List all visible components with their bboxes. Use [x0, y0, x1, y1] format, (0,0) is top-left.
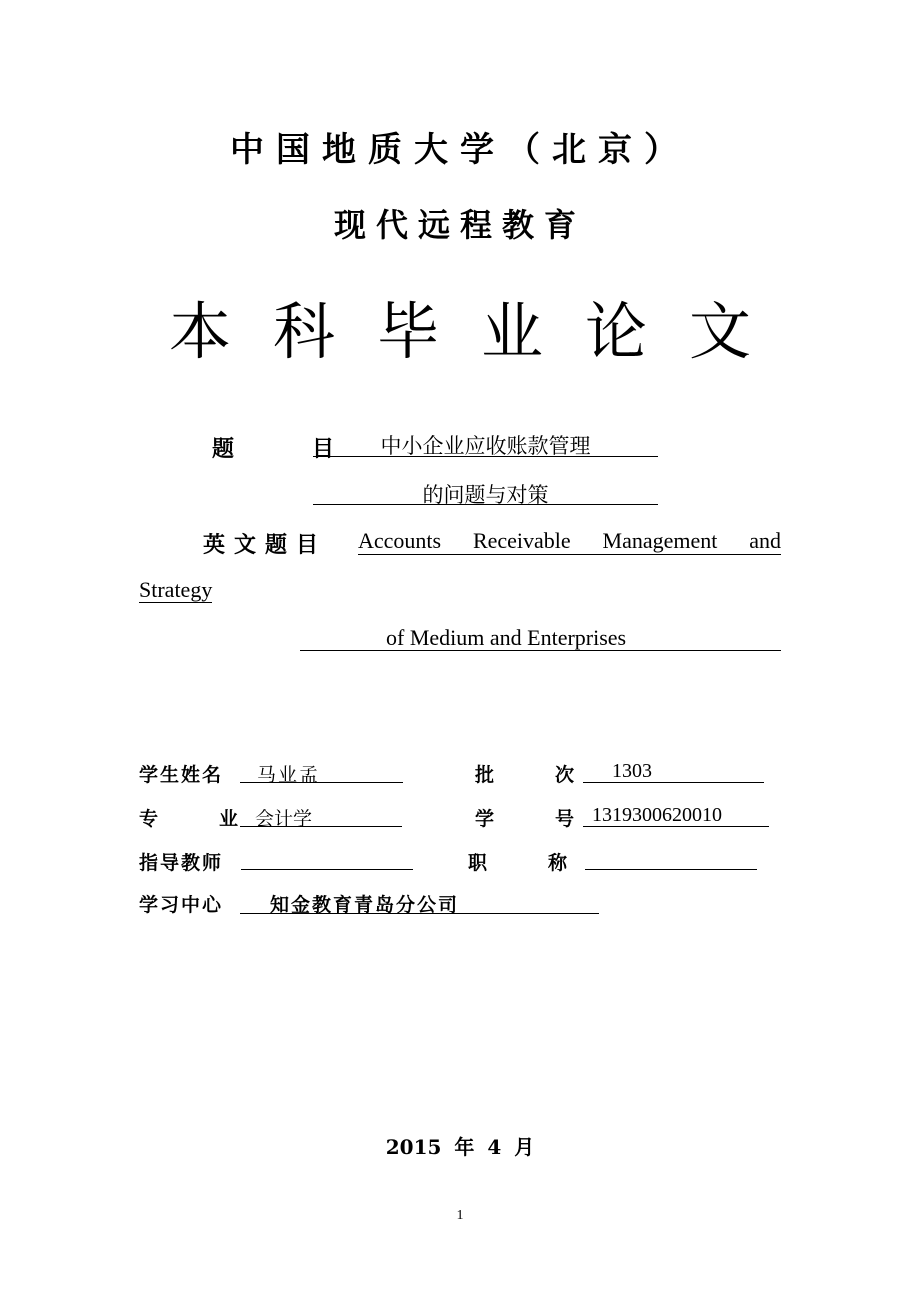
job-title-label: 职 称 [468, 852, 568, 874]
english-title-label: 英文题目 [203, 533, 328, 558]
english-title-part3: of Medium and Enterprises [386, 625, 627, 650]
title-line2: 的问题与对策 [422, 483, 549, 507]
job-title-underline [585, 869, 757, 870]
learning-center-label: 学习中心 [139, 894, 224, 916]
student-id-label: 学 号 [475, 808, 575, 830]
major-label: 专 业 [139, 808, 239, 830]
title-label: 题 目 [212, 437, 335, 462]
english-title-part1-text: Accounts Receivable Management and [358, 528, 781, 553]
date-year-unit: 年 [454, 1135, 475, 1159]
english-title-part2 [139, 577, 212, 603]
submission-date [0, 1131, 920, 1160]
title-line1: 中小企业应收账款管理 [380, 434, 591, 458]
university-name: 中国地质大学（北京） [230, 130, 690, 170]
date-month: 4 [487, 1135, 502, 1159]
batch-label: 批 次 [475, 764, 575, 786]
learning-center-value: 知金教育青岛分公司 [270, 894, 460, 916]
student-name-label: 学生姓名 [139, 764, 224, 786]
document-type: 本科毕业论文 [168, 295, 793, 368]
major-value: 会计学 [255, 808, 313, 830]
student-name-value: 马业孟 [257, 764, 321, 786]
english-title-part2-text: Strategy [139, 577, 213, 602]
date-month-unit: 月 [514, 1135, 535, 1159]
program-name: 现代远程教育 [333, 206, 586, 244]
student-id-value: 1319300620010 [592, 804, 722, 826]
page-number: 1 [456, 1208, 464, 1223]
advisor-underline [241, 869, 413, 870]
batch-value: 1303 [612, 760, 652, 782]
batch-underline [583, 782, 764, 783]
date-year: 2015 [385, 1135, 442, 1159]
advisor-label: 指导教师 [139, 852, 224, 874]
english-title-part1 [358, 528, 781, 555]
